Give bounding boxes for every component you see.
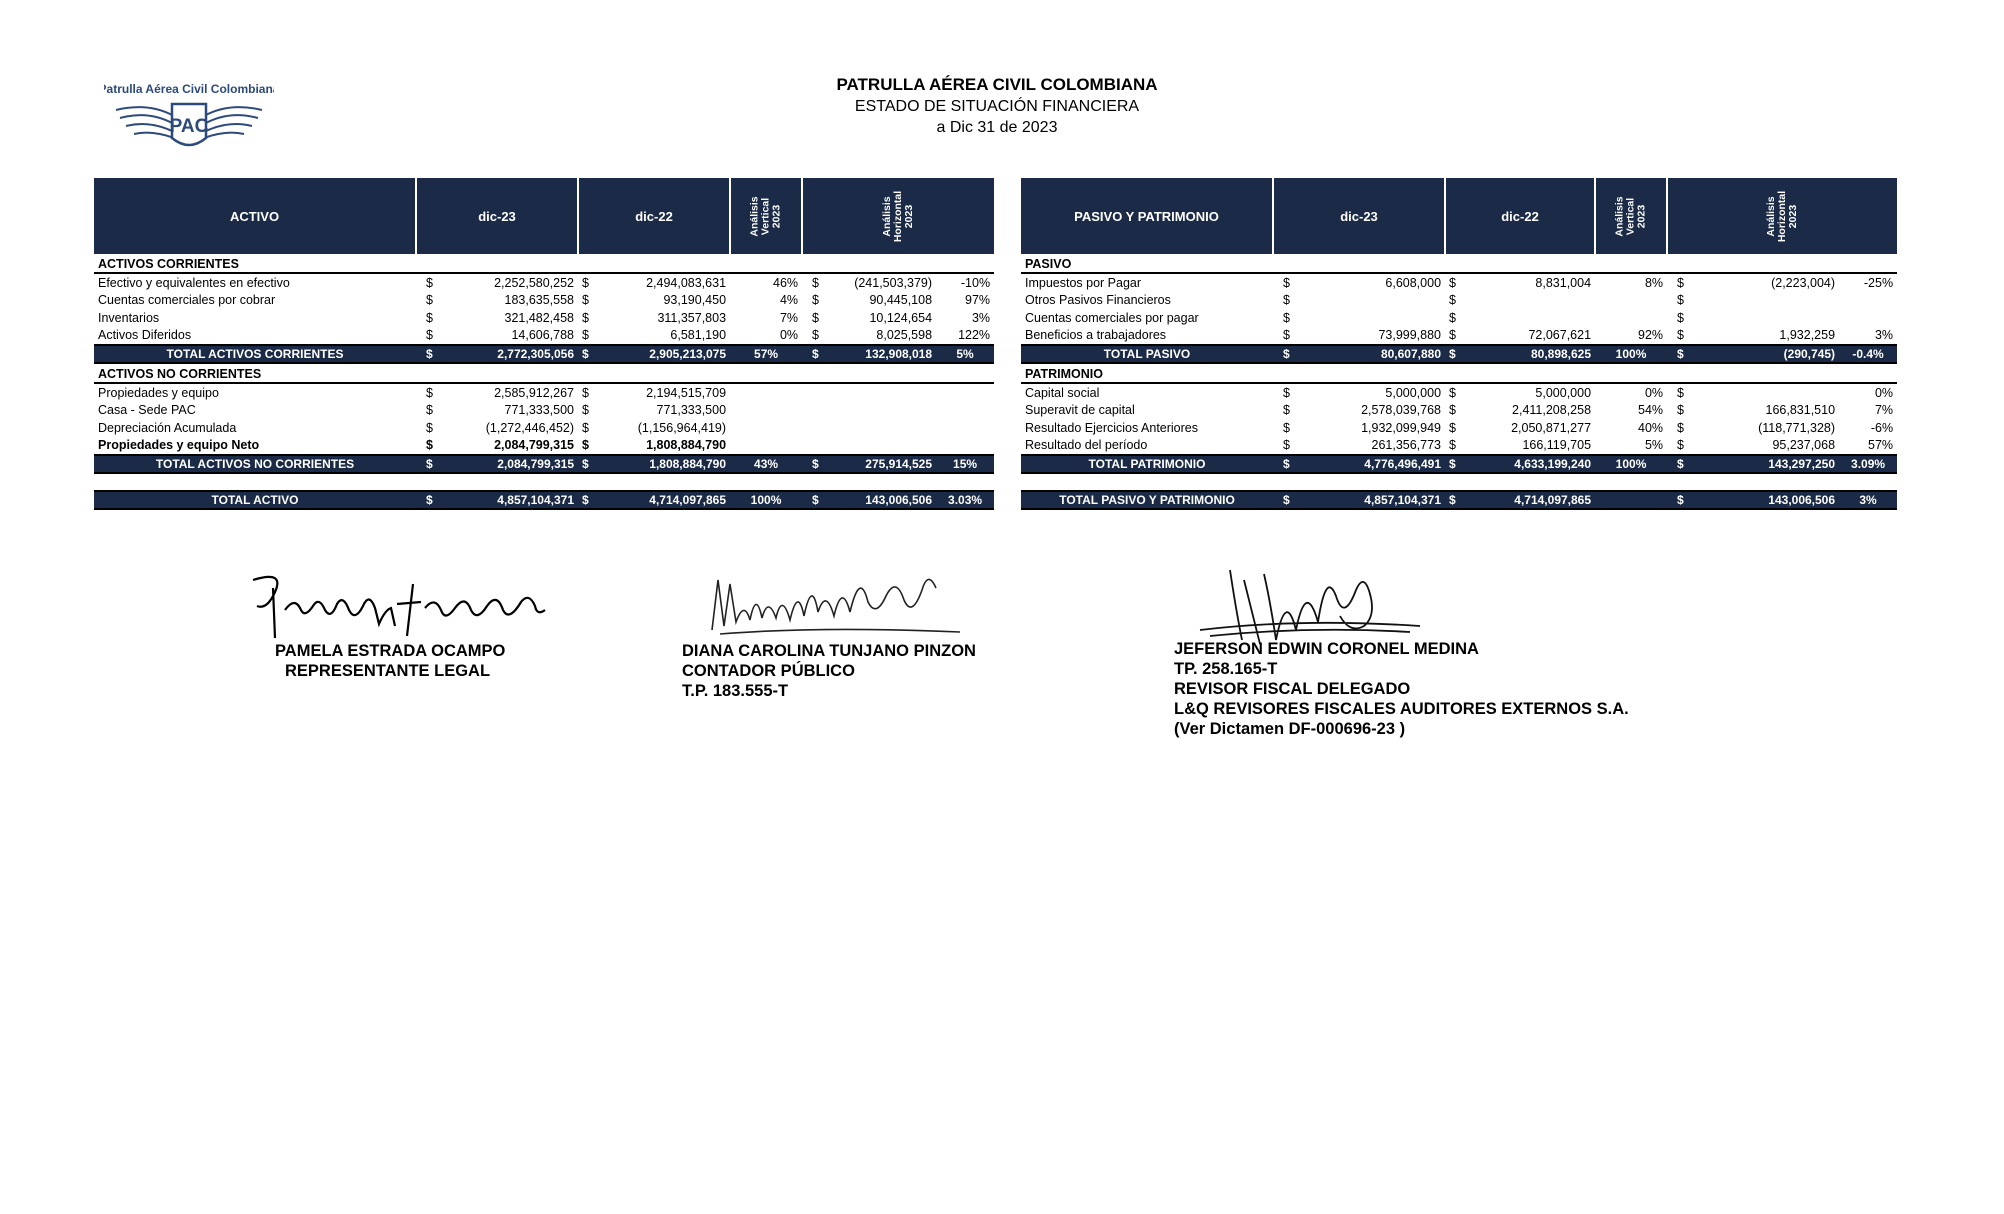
table-header-row (1021, 178, 1897, 254)
row-label: TOTAL PASIVO (1021, 345, 1273, 363)
vertical-analysis (730, 437, 802, 456)
row-label: TOTAL PATRIMONIO (1021, 455, 1273, 473)
currency-symbol: $ (1273, 455, 1303, 473)
currency-symbol: $ (416, 491, 446, 509)
logo-text: Patrulla Aérea Civil Colombiana (104, 82, 274, 96)
table-row (1021, 437, 1897, 456)
table-row (1021, 383, 1897, 402)
grand-total-row (94, 491, 994, 509)
section-header-row (1021, 363, 1897, 383)
currency-symbol: $ (1445, 455, 1469, 473)
header-vertical-text (750, 196, 783, 236)
horizontal-variation: 1,932,259 (1779, 328, 1836, 343)
currency-symbol: $ (1283, 403, 1290, 418)
currency-symbol (802, 402, 832, 420)
signer-detail: T.P. 183.555-T (682, 682, 789, 700)
currency-symbol: $ (812, 328, 819, 343)
value-current: 771,333,500 (504, 403, 575, 418)
currency-symbol: $ (1667, 491, 1697, 509)
section-header-row (1021, 254, 1897, 273)
currency-symbol: $ (582, 293, 589, 308)
horizontal-percent: 122% (958, 328, 991, 343)
currency-symbol: $ (1449, 385, 1456, 400)
currency-symbol: $ (1283, 385, 1290, 400)
value-previous: 2,411,208,258 (1512, 403, 1592, 418)
currency-symbol: $ (812, 275, 819, 290)
header-horizontal-word: Análisis (1765, 195, 1778, 237)
horizontal-percent: 3% (1874, 328, 1894, 343)
header-horizontal-word: 2023 (903, 204, 916, 228)
currency-symbol: $ (578, 345, 602, 363)
value-previous: 1,808,884,790 (602, 455, 730, 473)
value-current (1303, 309, 1445, 327)
header-year-current: dic-23 (416, 178, 578, 254)
horizontal-variation: 143,006,506 (1697, 491, 1839, 509)
header-horizontal-word: Análisis (881, 195, 894, 237)
row-label: TOTAL PASIVO Y PATRIMONIO (1021, 491, 1273, 509)
header-vertical-word: 2023 (1635, 204, 1648, 228)
row-label: TOTAL ACTIVO (94, 491, 416, 509)
liabilities-table (1021, 178, 1897, 510)
row-label: Superavit de capital (1025, 403, 1135, 418)
logo-badge: PAC (169, 116, 209, 137)
value-current (1303, 292, 1445, 310)
value-current: 5,000,000 (1385, 385, 1442, 400)
currency-symbol: $ (1445, 491, 1469, 509)
currency-symbol: $ (1677, 438, 1684, 453)
signer-detail: TP. 258.165-T (1174, 660, 1278, 678)
header-horizontal-text (1766, 190, 1799, 241)
currency-symbol: $ (1283, 420, 1290, 435)
header-vertical-word: Vertical (759, 197, 772, 235)
currency-symbol: $ (802, 455, 832, 473)
row-label: Propiedades y equipo (98, 385, 219, 400)
currency-symbol: $ (1449, 310, 1456, 325)
horizontal-percent: 3% (1839, 491, 1897, 509)
table-row (1021, 419, 1897, 437)
table-row (94, 327, 994, 346)
horizontal-percent: -6% (1870, 420, 1894, 435)
subtotal-row (94, 345, 994, 363)
currency-symbol: $ (416, 345, 446, 363)
currency-symbol: $ (426, 403, 433, 418)
table-row (94, 309, 994, 327)
table-row (94, 292, 994, 310)
row-label: Capital social (1025, 385, 1100, 400)
currency-symbol: $ (416, 455, 446, 473)
table-row (1021, 273, 1897, 292)
value-previous: 2,905,213,075 (602, 345, 730, 363)
horizontal-variation (832, 383, 936, 402)
horizontal-percent: 3.09% (1839, 455, 1897, 473)
vertical-analysis (730, 402, 802, 420)
currency-symbol: $ (582, 310, 589, 325)
assets-table (94, 178, 994, 510)
currency-symbol: $ (582, 438, 589, 453)
pac-logo (104, 80, 274, 160)
vertical-analysis: 40% (1638, 420, 1664, 435)
signer-detail: REPRESENTANTE LEGAL (285, 662, 491, 680)
header-year-previous: dic-22 (1445, 178, 1595, 254)
header-vertical-word: Análisis (748, 195, 761, 237)
currency-symbol: $ (802, 491, 832, 509)
horizontal-percent: -10% (960, 275, 991, 290)
header-year-current: dic-23 (1273, 178, 1445, 254)
table-row (1021, 402, 1897, 420)
currency-symbol: $ (582, 420, 589, 435)
currency-symbol: $ (1273, 345, 1303, 363)
subtotal-row (94, 455, 994, 473)
section-title: PASIVO (1021, 254, 1897, 273)
value-current: 14,606,788 (511, 328, 575, 343)
value-current: 4,857,104,371 (1303, 491, 1445, 509)
currency-symbol: $ (582, 385, 589, 400)
currency-symbol: $ (426, 420, 433, 435)
vertical-analysis: 4% (779, 293, 799, 308)
section-title: ACTIVOS NO CORRIENTES (94, 363, 994, 383)
signature-block-legal (275, 641, 505, 681)
currency-symbol: $ (1449, 275, 1456, 290)
value-current: 4,776,496,491 (1303, 455, 1445, 473)
table-row (1021, 309, 1897, 327)
signer-detail: CONTADOR PÚBLICO (682, 662, 855, 680)
currency-symbol: $ (582, 328, 589, 343)
horizontal-variation: 275,914,525 (832, 455, 936, 473)
signer-detail: L&Q REVISORES FISCALES AUDITORES EXTERNOS S.A. (1174, 700, 1629, 718)
subtotal-row (1021, 345, 1897, 363)
value-current: (1,272,446,452) (485, 420, 575, 435)
header-label: ACTIVO (94, 178, 416, 254)
horizontal-variation (832, 419, 936, 437)
vertical-analysis: 100% (1595, 345, 1667, 363)
currency-symbol: $ (426, 293, 433, 308)
currency-symbol: $ (426, 328, 433, 343)
value-current: 2,252,580,252 (494, 275, 575, 290)
currency-symbol: $ (426, 310, 433, 325)
row-label: Resultado del período (1025, 438, 1148, 453)
horizontal-percent: 15% (936, 455, 994, 473)
header-vertical-word: Vertical (1624, 197, 1637, 235)
row-label: Otros Pasivos Financieros (1025, 293, 1171, 308)
value-current: 2,578,039,768 (1361, 403, 1442, 418)
table-row (94, 383, 994, 402)
currency-symbol: $ (1449, 420, 1456, 435)
value-current: 4,857,104,371 (446, 491, 578, 509)
vertical-analysis: 0% (1644, 385, 1664, 400)
signer-detail: (Ver Dictamen DF-000696-23 ) (1174, 720, 1406, 738)
currency-symbol: $ (1677, 403, 1684, 418)
vertical-analysis: 100% (1595, 455, 1667, 473)
value-previous: 6,581,190 (670, 328, 727, 343)
signer-name: PAMELA ESTRADA OCAMPO (275, 642, 506, 660)
vertical-analysis (1595, 309, 1667, 327)
row-label: Depreciación Acumulada (98, 420, 237, 435)
currency-symbol: $ (1283, 328, 1290, 343)
currency-symbol: $ (1283, 275, 1290, 290)
currency-symbol: $ (426, 385, 433, 400)
currency-symbol: $ (578, 455, 602, 473)
horizontal-variation: (290,745) (1697, 345, 1839, 363)
currency-symbol: $ (1677, 275, 1684, 290)
value-current: 2,084,799,315 (494, 438, 575, 453)
row-label: Casa - Sede PAC (98, 403, 196, 418)
currency-symbol: $ (1445, 345, 1469, 363)
currency-symbol: $ (1449, 438, 1456, 453)
table-row (94, 273, 994, 292)
value-previous: 8,831,004 (1535, 275, 1592, 290)
value-previous (1469, 292, 1595, 310)
value-current: 2,585,912,267 (494, 385, 575, 400)
currency-symbol: $ (1667, 345, 1697, 363)
signer-name: DIANA CAROLINA TUNJANO PINZON (682, 642, 976, 660)
value-current: 1,932,099,949 (1361, 420, 1442, 435)
row-label: Resultado Ejercicios Anteriores (1025, 420, 1198, 435)
vertical-analysis: 57% (730, 345, 802, 363)
section-title: PATRIMONIO (1021, 363, 1897, 383)
horizontal-variation (1697, 292, 1839, 310)
header-year-previous: dic-22 (578, 178, 730, 254)
vertical-analysis: 8% (1644, 275, 1664, 290)
horizontal-variation (832, 402, 936, 420)
header-vertical-analysis (1595, 178, 1667, 254)
horizontal-percent: 97% (965, 293, 991, 308)
horizontal-variation (832, 437, 936, 456)
value-current: 2,772,305,056 (446, 345, 578, 363)
spacer-cell (1021, 473, 1897, 491)
value-previous: 1,808,884,790 (646, 438, 727, 453)
value-previous: 4,714,097,865 (1469, 491, 1595, 509)
table-row (94, 419, 994, 437)
currency-symbol: $ (1273, 491, 1303, 509)
horizontal-percent: -0.4% (1839, 345, 1897, 363)
currency-symbol: $ (1677, 385, 1684, 400)
table-row (94, 437, 994, 456)
currency-symbol: $ (1449, 328, 1456, 343)
value-previous: (1,156,964,419) (637, 420, 727, 435)
horizontal-variation: 95,237,068 (1772, 438, 1836, 453)
currency-symbol: $ (1449, 403, 1456, 418)
currency-symbol: $ (1677, 293, 1684, 308)
vertical-analysis: 46% (773, 275, 799, 290)
currency-symbol: $ (812, 293, 819, 308)
header-horizontal-word: 2023 (1787, 204, 1800, 228)
spacer-row (1021, 473, 1897, 491)
row-label: Efectivo y equivalentes en efectivo (98, 275, 290, 290)
row-label: Activos Diferidos (98, 328, 192, 343)
header-horizontal-word: Horizontal (892, 190, 905, 242)
value-previous: 4,714,097,865 (602, 491, 730, 509)
horizontal-percent (936, 402, 994, 420)
horizontal-variation: (241,503,379) (854, 275, 933, 290)
vertical-analysis: 100% (730, 491, 802, 509)
horizontal-variation (1697, 383, 1839, 402)
horizontal-percent (936, 383, 994, 402)
horizontal-percent: 0% (1874, 385, 1894, 400)
currency-symbol (802, 437, 832, 456)
value-previous: 93,190,450 (663, 293, 727, 308)
vertical-analysis (730, 419, 802, 437)
row-label: TOTAL ACTIVOS NO CORRIENTES (94, 455, 416, 473)
horizontal-percent: 3.03% (936, 491, 994, 509)
currency-symbol: $ (1667, 455, 1697, 473)
header-horizontal-text (882, 190, 915, 241)
horizontal-variation: 166,831,510 (1765, 403, 1836, 418)
value-current: 261,356,773 (1371, 438, 1442, 453)
signer-detail: REVISOR FISCAL DELEGADO (1174, 680, 1411, 698)
horizontal-variation: 143,006,506 (832, 491, 936, 509)
currency-symbol: $ (1283, 438, 1290, 453)
row-label: Beneficios a trabajadores (1025, 328, 1167, 343)
subtotal-row (1021, 455, 1897, 473)
header-label: PASIVO Y PATRIMONIO (1021, 178, 1273, 254)
row-label: Cuentas comerciales por cobrar (98, 293, 276, 308)
vertical-analysis (730, 383, 802, 402)
horizontal-variation: 143,297,250 (1697, 455, 1839, 473)
horizontal-variation: (2,223,004) (1771, 275, 1836, 290)
currency-symbol: $ (1283, 293, 1290, 308)
signer-name: JEFERSON EDWIN CORONEL MEDINA (1174, 640, 1479, 658)
table-row (1021, 292, 1897, 310)
row-label: Cuentas comerciales por pagar (1025, 310, 1199, 325)
value-previous: 80,898,625 (1469, 345, 1595, 363)
vertical-analysis: 43% (730, 455, 802, 473)
currency-symbol: $ (802, 345, 832, 363)
statement-name: ESTADO DE SITUACIÓN FINANCIERA (854, 98, 1140, 115)
value-previous: 4,633,199,240 (1469, 455, 1595, 473)
currency-symbol (802, 383, 832, 402)
section-header-row (94, 254, 994, 273)
horizontal-percent (936, 419, 994, 437)
vertical-analysis: 54% (1638, 403, 1664, 418)
row-label: Inventarios (98, 310, 160, 325)
value-current: 6,608,000 (1385, 275, 1442, 290)
value-previous: 166,119,705 (1522, 438, 1592, 453)
header-horizontal-analysis (1667, 178, 1897, 254)
section-title: ACTIVOS CORRIENTES (94, 254, 994, 273)
currency-symbol: $ (426, 275, 433, 290)
horizontal-percent: 57% (1868, 438, 1894, 453)
grand-total-row (1021, 491, 1897, 509)
currency-symbol: $ (426, 438, 433, 453)
signature-pamela (245, 566, 565, 646)
horizontal-variation: 132,908,018 (832, 345, 936, 363)
header-vertical-word: 2023 (770, 204, 783, 228)
horizontal-variation: 10,124,654 (869, 310, 933, 325)
horizontal-percent (1839, 292, 1897, 310)
header-horizontal-word: Horizontal (1776, 190, 1789, 242)
vertical-analysis: 5% (1644, 438, 1664, 453)
signature-jeferson (1180, 560, 1440, 650)
vertical-analysis: 7% (779, 310, 799, 325)
signature-diana (700, 560, 970, 640)
horizontal-percent (936, 437, 994, 456)
value-current: 80,607,880 (1303, 345, 1445, 363)
currency-symbol: $ (582, 403, 589, 418)
table-row (1021, 327, 1897, 346)
value-previous: 2,194,515,709 (646, 385, 727, 400)
value-previous: 311,357,803 (657, 310, 727, 325)
horizontal-percent: 5% (936, 345, 994, 363)
horizontal-variation: 8,025,598 (876, 328, 933, 343)
currency-symbol: $ (1677, 328, 1684, 343)
currency-symbol: $ (1677, 420, 1684, 435)
header-horizontal-analysis (802, 178, 994, 254)
signature-block-auditor (1174, 639, 1629, 739)
org-name: PATRULLA AÉREA CIVIL COLOMBIANA (836, 75, 1158, 94)
vertical-analysis: 0% (779, 328, 799, 343)
currency-symbol: $ (812, 310, 819, 325)
horizontal-percent: -25% (1863, 275, 1894, 290)
value-current: 321,482,458 (504, 310, 575, 325)
section-header-row (94, 363, 994, 383)
value-current: 183,635,558 (504, 293, 575, 308)
row-label: Propiedades y equipo Neto (98, 438, 260, 453)
horizontal-percent: 3% (971, 310, 991, 325)
currency-symbol: $ (578, 491, 602, 509)
value-previous: 72,067,621 (1528, 328, 1592, 343)
table-row (94, 402, 994, 420)
value-previous: 2,494,083,631 (646, 275, 727, 290)
currency-symbol: $ (1449, 293, 1456, 308)
document-title (680, 74, 1314, 138)
spacer-cell (94, 473, 994, 491)
horizontal-percent (1839, 309, 1897, 327)
currency-symbol: $ (582, 275, 589, 290)
header-vertical-text (1615, 196, 1648, 236)
statement-date: a Dic 31 de 2023 (936, 119, 1058, 136)
value-previous (1469, 309, 1595, 327)
currency-symbol: $ (1283, 310, 1290, 325)
header-vertical-analysis (730, 178, 802, 254)
currency-symbol (802, 419, 832, 437)
spacer-row (94, 473, 994, 491)
vertical-analysis (1595, 292, 1667, 310)
horizontal-variation: 90,445,108 (869, 293, 933, 308)
value-previous: 5,000,000 (1535, 385, 1592, 400)
signature-block-accountant (682, 641, 976, 701)
vertical-analysis (1595, 491, 1667, 509)
value-current: 73,999,880 (1378, 328, 1442, 343)
table-header-row (94, 178, 994, 254)
header-vertical-word: Análisis (1613, 195, 1626, 237)
value-current: 2,084,799,315 (446, 455, 578, 473)
currency-symbol: $ (1677, 310, 1684, 325)
value-previous: 771,333,500 (656, 403, 727, 418)
horizontal-variation (1697, 309, 1839, 327)
vertical-analysis: 92% (1638, 328, 1664, 343)
horizontal-percent: 7% (1874, 403, 1894, 418)
value-previous: 2,050,871,277 (1511, 420, 1592, 435)
horizontal-variation: (118,771,328) (1758, 420, 1836, 435)
row-label: TOTAL ACTIVOS CORRIENTES (94, 345, 416, 363)
row-label: Impuestos por Pagar (1025, 275, 1142, 290)
